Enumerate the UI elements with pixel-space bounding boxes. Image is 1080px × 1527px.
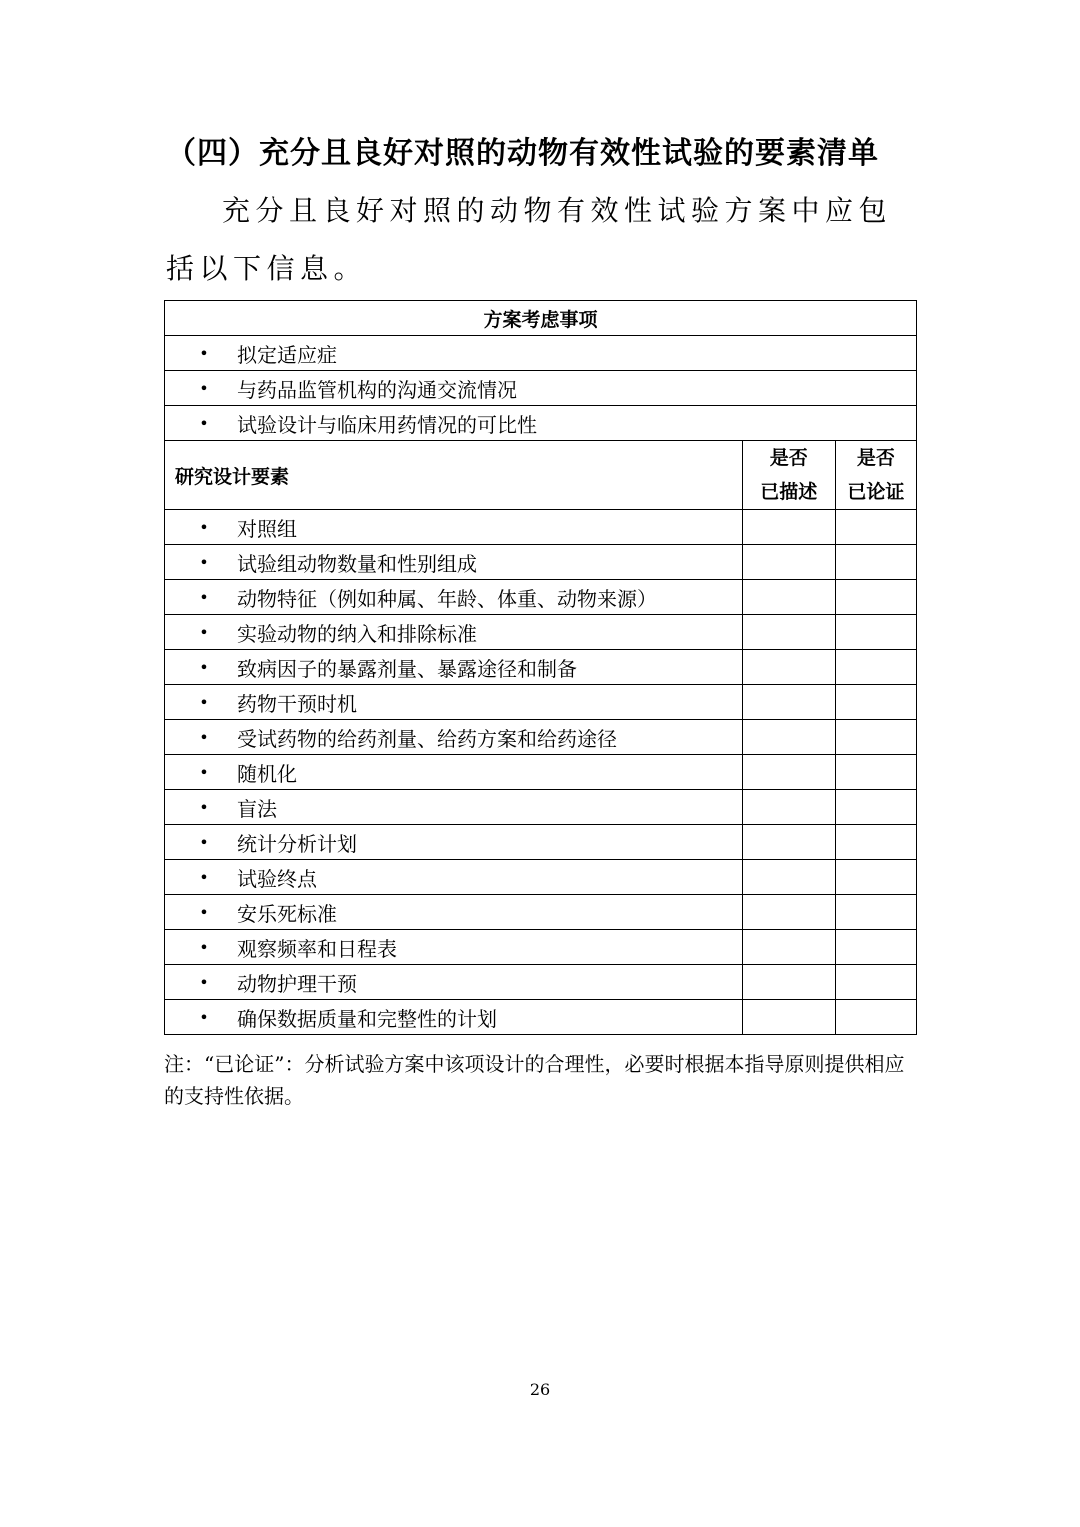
- design-element-text: 动物特征（例如种属、年龄、体重、动物来源）: [237, 586, 657, 611]
- design-element-row: [165, 755, 917, 790]
- design-element-text: 盲法: [237, 796, 277, 821]
- footnote: 注：“已论证”：分析试验方案中该项设计的合理性，必要时根据本指导原则提供相应的支持性依据。: [164, 1052, 905, 1108]
- justified-header-line2: 已论证: [847, 481, 905, 503]
- design-element-text: 观察频率和日程表: [237, 936, 397, 961]
- page-number: 26: [529, 1380, 551, 1399]
- design-elements-header: 研究设计要素: [165, 441, 743, 510]
- design-element-row: [165, 650, 917, 685]
- section-heading: （四）充分且良好对照的动物有效性试验的要素清单: [166, 136, 879, 171]
- design-element-row: [165, 965, 917, 1000]
- bullet-icon: •: [199, 413, 209, 433]
- bullet-icon: •: [199, 517, 209, 537]
- bullet-icon: •: [199, 692, 209, 712]
- bullet-icon: •: [199, 832, 209, 852]
- design-element-text: 试验组动物数量和性别组成: [237, 551, 477, 576]
- design-element-row: [165, 930, 917, 965]
- design-element-row: [165, 895, 917, 930]
- design-header-row: [165, 441, 917, 510]
- described-checkbox-cell[interactable]: [742, 755, 835, 790]
- design-element-text: 实验动物的纳入和排除标准: [237, 621, 477, 646]
- described-column-header: [742, 441, 835, 510]
- described-checkbox-cell[interactable]: [742, 1000, 835, 1035]
- justified-checkbox-cell[interactable]: [835, 510, 916, 545]
- justified-checkbox-cell[interactable]: [835, 965, 916, 1000]
- design-element-row: [165, 615, 917, 650]
- design-element-text: 致病因子的暴露剂量、暴露途径和制备: [237, 656, 577, 681]
- described-checkbox-cell[interactable]: [742, 720, 835, 755]
- design-element-text: 受试药物的给药剂量、给药方案和给药途径: [237, 726, 617, 751]
- consideration-text: 与药品监管机构的沟通交流情况: [237, 377, 517, 402]
- bullet-icon: •: [199, 343, 209, 363]
- justified-checkbox-cell[interactable]: [835, 930, 916, 965]
- design-element-text: 随机化: [237, 761, 297, 786]
- justified-column-header: [835, 441, 916, 510]
- described-checkbox-cell[interactable]: [742, 615, 835, 650]
- justified-checkbox-cell[interactable]: [835, 825, 916, 860]
- design-element-row: [165, 545, 917, 580]
- table-header-row: [165, 301, 917, 336]
- justified-checkbox-cell[interactable]: [835, 1000, 916, 1035]
- bullet-icon: •: [199, 552, 209, 572]
- consideration-row: [165, 336, 917, 371]
- justified-checkbox-cell[interactable]: [835, 580, 916, 615]
- described-checkbox-cell[interactable]: [742, 860, 835, 895]
- bullet-icon: •: [199, 762, 209, 782]
- design-element-row: [165, 790, 917, 825]
- design-element-text: 确保数据质量和完整性的计划: [237, 1006, 497, 1031]
- justified-checkbox-cell[interactable]: [835, 895, 916, 930]
- justified-checkbox-cell[interactable]: [835, 860, 916, 895]
- design-element-row: [165, 825, 917, 860]
- justified-checkbox-cell[interactable]: [835, 720, 916, 755]
- design-element-row: [165, 685, 917, 720]
- design-element-text: 试验终点: [237, 866, 317, 891]
- bullet-icon: •: [199, 727, 209, 747]
- design-element-text: 统计分析计划: [237, 831, 357, 856]
- described-checkbox-cell[interactable]: [742, 790, 835, 825]
- described-checkbox-cell[interactable]: [742, 965, 835, 1000]
- design-element-row: [165, 1000, 917, 1035]
- design-element-text: 安乐死标准: [237, 901, 337, 926]
- design-element-text: 药物干预时机: [237, 691, 357, 716]
- described-header-line2: 已描述: [760, 481, 818, 503]
- design-element-text: 动物护理干预: [237, 971, 357, 996]
- described-checkbox-cell[interactable]: [742, 930, 835, 965]
- described-checkbox-cell[interactable]: [742, 895, 835, 930]
- bullet-icon: •: [199, 797, 209, 817]
- design-element-text: 对照组: [237, 516, 297, 541]
- justified-checkbox-cell[interactable]: [835, 615, 916, 650]
- consideration-row: [165, 371, 917, 406]
- bullet-icon: •: [199, 1007, 209, 1027]
- described-checkbox-cell[interactable]: [742, 685, 835, 720]
- design-element-row: [165, 860, 917, 895]
- design-element-row: [165, 580, 917, 615]
- bullet-icon: •: [199, 937, 209, 957]
- justified-checkbox-cell[interactable]: [835, 545, 916, 580]
- design-element-row: [165, 510, 917, 545]
- described-checkbox-cell[interactable]: [742, 650, 835, 685]
- bullet-icon: •: [199, 867, 209, 887]
- consideration-row: [165, 406, 917, 441]
- bullet-icon: •: [199, 378, 209, 398]
- justified-checkbox-cell[interactable]: [835, 650, 916, 685]
- checklist-table: [164, 300, 917, 1035]
- intro-paragraph: 充分且良好对照的动物有效性试验方案中应包括以下信息。: [166, 194, 893, 285]
- described-checkbox-cell[interactable]: [742, 580, 835, 615]
- justified-checkbox-cell[interactable]: [835, 755, 916, 790]
- described-checkbox-cell[interactable]: [742, 825, 835, 860]
- described-checkbox-cell[interactable]: [742, 545, 835, 580]
- design-element-row: [165, 720, 917, 755]
- bullet-icon: •: [199, 972, 209, 992]
- bullet-icon: •: [199, 587, 209, 607]
- bullet-icon: •: [199, 657, 209, 677]
- consideration-text: 拟定适应症: [237, 342, 337, 367]
- considerations-header: 方案考虑事项: [165, 301, 917, 336]
- justified-checkbox-cell[interactable]: [835, 685, 916, 720]
- bullet-icon: •: [199, 622, 209, 642]
- described-checkbox-cell[interactable]: [742, 510, 835, 545]
- justified-header-line1: 是否: [856, 447, 895, 469]
- justified-checkbox-cell[interactable]: [835, 790, 916, 825]
- consideration-text: 试验设计与临床用药情况的可比性: [237, 412, 537, 437]
- bullet-icon: •: [199, 902, 209, 922]
- described-header-line1: 是否: [769, 447, 808, 469]
